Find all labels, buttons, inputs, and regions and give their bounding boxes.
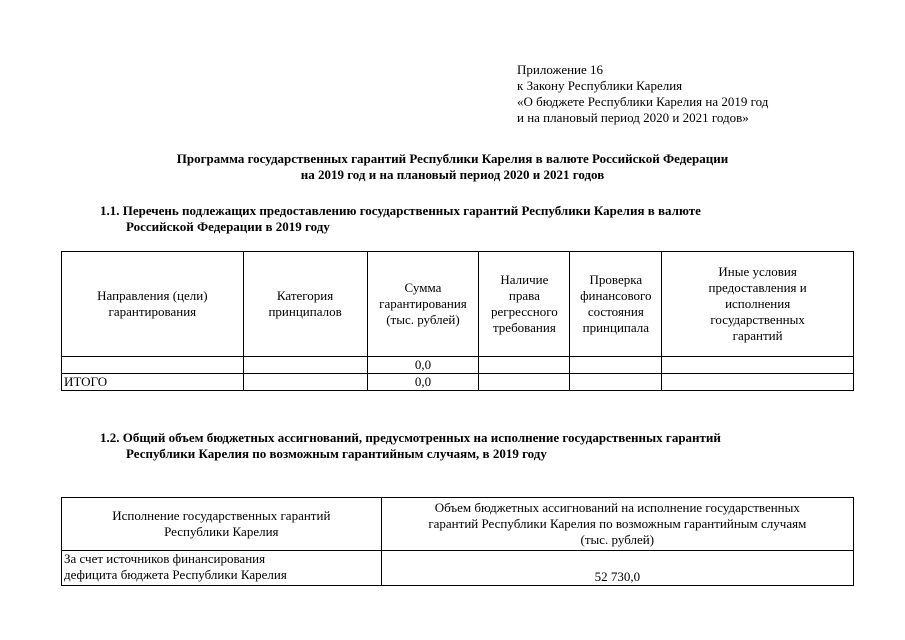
annex-line: и на плановый период 2020 и 2021 годов» [517, 110, 749, 125]
table-cell [243, 357, 367, 374]
table-cell [243, 374, 367, 391]
table-cell [570, 374, 662, 391]
annex-line: Приложение 16 [517, 62, 604, 77]
column-header-guarantee-execution: Исполнение государственных гарантий Республики Карелия [62, 498, 382, 551]
column-header-recourse-right: Наличие права регрессного требования [479, 252, 570, 357]
section-heading-line: 1.2. Общий объем бюджетных ассигнований, предусмотренных на исполнение государственных гарантий [100, 430, 721, 445]
column-header-financial-check: Проверка финансового состояния принципала [570, 252, 662, 357]
document-title [0, 151, 905, 183]
table-cell [62, 357, 244, 374]
table-header-row [62, 498, 854, 551]
allocation-value-cell: 52 730,0 [381, 551, 853, 586]
table-cell [479, 374, 570, 391]
table-row [62, 357, 854, 374]
title-line: Программа государственных гарантий Республики Карелия в валюте Российской Федерации [176, 151, 729, 166]
section-heading-line: Российской Федерации в 2019 году [126, 219, 330, 234]
table-cell: 0,0 [367, 357, 479, 374]
column-header-other-conditions: Иные условия предоставления и исполнения государственных гарантий [662, 252, 854, 357]
column-header-purpose: Направления (цели) гарантирования [62, 252, 244, 357]
table-cell: 0,0 [367, 374, 479, 391]
funding-source-cell: За счет источников финансирования дефицита бюджета Республики Карелия [62, 551, 382, 586]
table-row [62, 551, 854, 586]
section-heading-line: 1.1. Перечень подлежащих предоставлению государственных гарантий Республики Карелия в валюте [100, 203, 701, 218]
annex-line: к Закону Республики Карелия [517, 78, 683, 93]
column-header-guarantee-amount: Сумма гарантирования (тыс. рублей) [367, 252, 479, 357]
table-cell: ИТОГО [62, 374, 244, 391]
table-cell [570, 357, 662, 374]
table-cell [479, 357, 570, 374]
annex-line: «О бюджете Республики Карелия на 2019 год [517, 94, 769, 109]
section-2-heading [100, 430, 860, 462]
table-cell [662, 374, 854, 391]
table-cell [662, 357, 854, 374]
budget-allocations-table [61, 497, 854, 586]
table-row-total [62, 374, 854, 391]
column-header-principal-category: Категория принципалов [243, 252, 367, 357]
column-header-allocation-volume: Объем бюджетных ассигнований на исполнение государственных гарантий Республики Карелия по возможным гарантийным случаям (тыс. рублей) [381, 498, 853, 551]
annex-reference [517, 62, 897, 126]
section-1-heading [100, 203, 860, 235]
section-heading-line: Республики Карелия по возможным гарантийным случаям, в 2019 году [126, 446, 547, 461]
table-header-row [62, 252, 854, 357]
title-line: на 2019 год и на плановый период 2020 и 2021 годов [300, 167, 605, 182]
guarantees-table [61, 251, 854, 391]
